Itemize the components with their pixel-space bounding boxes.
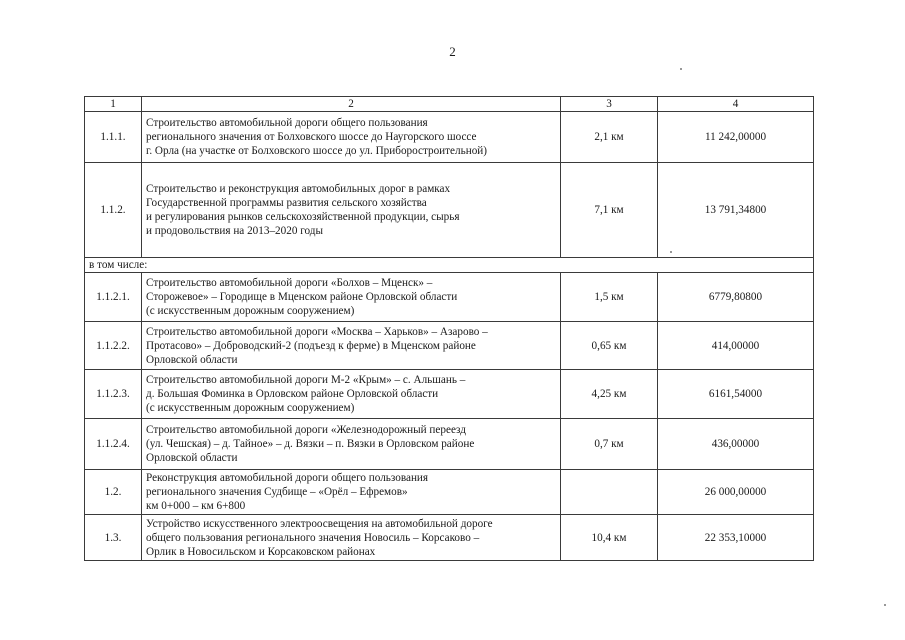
table-row	[85, 112, 814, 163]
row-length: 10,4 км	[561, 515, 658, 561]
including-label: в том числе:	[85, 258, 814, 273]
row-length: 0,65 км	[561, 322, 658, 370]
table-row	[85, 322, 814, 370]
road-works-table	[84, 96, 814, 561]
row-description: Реконструкция автомобильной дороги общего пользования регионального значения Судбище – «Орёл – Ефремов» км 0+000 – км 6+800	[146, 472, 429, 512]
row-description: Строительство и реконструкция автомобильных дорог в рамках Государственной программы развития сельского хозяйства и регулирования рынков сельскохозяйственной продукции, сырья и продовольствия на 2013–2020 годы	[146, 183, 460, 237]
row-amount: 436,00000	[658, 419, 814, 470]
row-amount: 6779,80800	[658, 273, 814, 322]
row-description: Устройство искусственного электроосвещения на автомобильной дороге общего пользования регионального значения Новосиль – Корсаково – Орлик в Новосильском и Корсаковском районах	[146, 517, 493, 558]
scan-speck	[670, 251, 672, 253]
row-length: 2,1 км	[561, 112, 658, 163]
row-amount: 13 791,34800	[658, 163, 814, 258]
row-description: Строительство автомобильной дороги «Железнодорожный переезд (ул. Чешская) – д. Тайное» – д. Вязки – п. Вязки в Орловском районе Орловской области	[146, 424, 475, 464]
table-row	[85, 163, 814, 258]
row-description: Строительство автомобильной дороги общего пользования регионального значения от Болховского шоссе до Наугорского шоссе г. Орла (на участке от Болховского шоссе до ул. Приборостроительной)	[146, 117, 488, 157]
row-amount: 11 242,00000	[658, 112, 814, 163]
row-length: 0,7 км	[561, 419, 658, 470]
table-row	[85, 273, 814, 322]
scan-speck	[680, 68, 682, 70]
header-col-2: 2	[142, 97, 561, 112]
row-number: 1.1.1.	[85, 112, 142, 163]
row-number: 1.1.2.3.	[85, 370, 142, 419]
row-description: Строительство автомобильной дороги «Болхов – Мценск» – Сторожевое» – Городище в Мценском районе Орловской области (с искусственным дорожным сооружением)	[146, 277, 458, 317]
row-number: 1.1.2.2.	[85, 322, 142, 370]
header-row	[85, 97, 814, 112]
row-length: 1,5 км	[561, 273, 658, 322]
scan-speck	[884, 604, 886, 606]
row-description: Строительство автомобильной дороги М-2 «Крым» – с. Альшань – д. Большая Фоминка в Орловском районе Орловской области (с искусственным дорожным сооружением)	[146, 374, 466, 414]
header-col-3: 3	[561, 97, 658, 112]
row-amount: 22 353,10000	[658, 515, 814, 561]
row-amount: 26 000,00000	[658, 470, 814, 515]
table-row	[85, 515, 814, 561]
row-number: 1.3.	[85, 515, 142, 561]
including-row	[85, 258, 814, 273]
row-length: 7,1 км	[561, 163, 658, 258]
table-row	[85, 470, 814, 515]
row-length: 4,25 км	[561, 370, 658, 419]
header-col-4: 4	[658, 97, 814, 112]
row-amount: 414,00000	[658, 322, 814, 370]
page-number: 2	[449, 44, 456, 59]
row-description: Строительство автомобильной дороги «Москва – Харьков» – Азарово – Протасово» – Доброводский-2 (подъезд к ферме) в Мценском районе Орловской области	[146, 325, 488, 366]
header-col-1: 1	[85, 97, 142, 112]
row-number: 1.1.2.4.	[85, 419, 142, 470]
table-row	[85, 419, 814, 470]
row-number: 1.2.	[85, 470, 142, 515]
row-amount: 6161,54000	[658, 370, 814, 419]
row-number: 1.1.2.	[85, 163, 142, 258]
row-number: 1.1.2.1.	[85, 273, 142, 322]
table-row	[85, 370, 814, 419]
row-length	[561, 470, 658, 515]
